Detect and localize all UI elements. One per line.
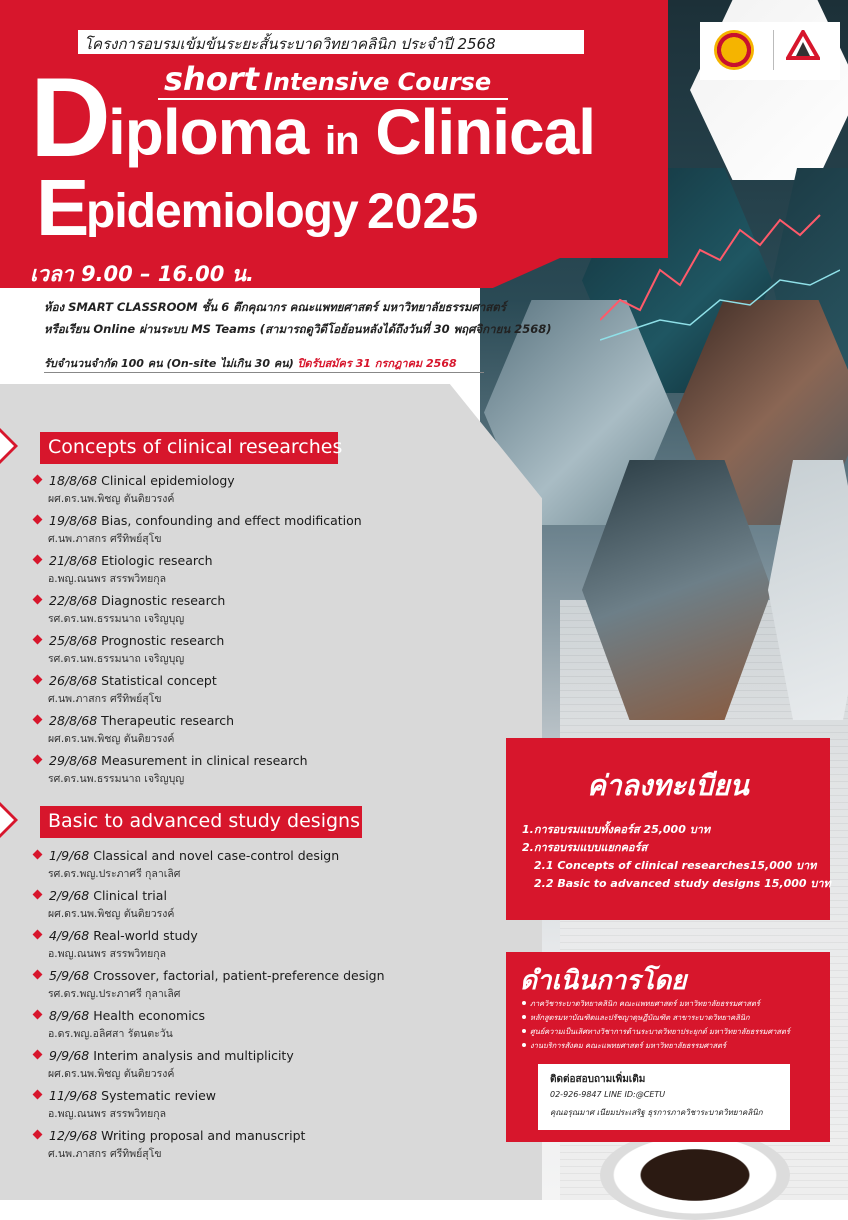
contact-box <box>538 1064 790 1130</box>
schedule-item <box>32 753 492 787</box>
diamond-bullet-icon <box>33 715 43 725</box>
session-date: 29/8/68 <box>49 753 98 768</box>
session-topic: Bias, confounding and effect modification <box>101 513 362 528</box>
session-lecturer: อ.ดร.พญ.อลิศสา รัตนตะวัน <box>48 1028 173 1040</box>
diamond-bullet-icon <box>33 475 43 485</box>
organizer-item: ภาควิชาระบาดวิทยาคลินิก คณะแพทยศาสตร์ มหาวิทยาลัยธรรมศาสตร์ <box>522 998 760 1010</box>
registration-box <box>506 738 830 920</box>
bullet-icon <box>522 1001 526 1005</box>
session-date: 18/8/68 <box>49 473 98 488</box>
session-date: 26/8/68 <box>49 673 98 688</box>
bullet-icon <box>522 1015 526 1019</box>
session-date: 9/9/68 <box>49 1048 90 1063</box>
session-topic: Statistical concept <box>101 673 217 688</box>
diamond-bullet-icon <box>33 635 43 645</box>
diamond-bullet-icon <box>33 755 43 765</box>
session-lecturer: ศ.นพ.ภาสกร ศรีทิพย์สุโข <box>48 693 162 705</box>
contact-phone: 02-926-9847 LINE ID:@CETU <box>550 1090 666 1099</box>
title-year: 2025 <box>367 183 479 239</box>
diamond-bullet-icon <box>33 1010 43 1020</box>
schedule-row <box>32 513 492 528</box>
diamond-bullet-icon <box>33 890 43 900</box>
diamond-bullet-icon <box>33 1130 43 1140</box>
schedule-item <box>32 848 492 882</box>
title-iploma: iploma <box>108 96 309 168</box>
schedule-item <box>32 1008 492 1042</box>
section1-arrow-inner-icon <box>0 432 14 460</box>
session-lecturer: ผศ.ดร.นพ.พิชญ ตันติยวรงค์ <box>48 908 175 920</box>
session-lecturer: รศ.ดร.พญ.ประภาศรี กุลาเลิศ <box>48 988 181 1000</box>
registration-line2: 2.การอบรมแบบแยกคอร์ส <box>522 841 648 854</box>
section1-title: Concepts of clinical researches <box>40 432 338 464</box>
venue-line: ห้อง SMART CLASSROOM ชั้น 6 ตึกคุณากร คณะแพทยศาสตร์ มหาวิทยาลัยธรรมศาสตร์ <box>44 300 506 314</box>
schedule-item <box>32 593 492 627</box>
session-topic: Interim analysis and multiplicity <box>93 1048 294 1063</box>
schedule-item <box>32 713 492 747</box>
diamond-bullet-icon <box>33 515 43 525</box>
schedule-item <box>32 968 492 1002</box>
contact-title: ติดต่อสอบถามเพิ่มเติม <box>550 1074 646 1085</box>
schedule-item <box>32 1128 492 1162</box>
session-lecturer: รศ.ดร.นพ.ธรรมนาถ เจริญบุญ <box>48 773 185 785</box>
title-line1 <box>108 96 595 168</box>
session-topic: Systematic review <box>101 1088 217 1103</box>
session-date: 1/9/68 <box>49 848 90 863</box>
schedule-row <box>32 888 492 903</box>
session-topic: Therapeutic research <box>101 713 235 728</box>
session-lecturer: อ.พญ.ณนพร สรรพวิทยกุล <box>48 948 167 960</box>
session-topic: Writing proposal and manuscript <box>101 1128 306 1143</box>
schedule-row <box>32 633 492 648</box>
subtitle-text: โครงการอบรมเข้มข้นระยะสั้นระบาดวิทยาคลินิก ประจำปี 2568 <box>84 35 496 53</box>
section2-title: Basic to advanced study designs <box>40 806 362 838</box>
session-date: 28/8/68 <box>49 713 98 728</box>
schedule-row <box>32 1128 492 1143</box>
session-topic: Clinical trial <box>93 888 167 903</box>
schedule-item <box>32 553 492 587</box>
diamond-bullet-icon <box>33 555 43 565</box>
schedule-row <box>32 1048 492 1063</box>
schedule-row <box>32 1088 492 1103</box>
title-initial-d: D <box>30 55 111 180</box>
quota-line <box>44 354 457 372</box>
schedule-item <box>32 888 492 922</box>
schedule-row <box>32 968 492 983</box>
schedule-row <box>32 593 492 608</box>
session-lecturer: ผศ.ดร.นพ.พิชญ ตันติยวรงค์ <box>48 733 175 745</box>
organizer-title: ดำเนินการโดย <box>520 966 687 996</box>
session-date: 19/8/68 <box>49 513 98 528</box>
university-seal-icon <box>714 30 754 70</box>
registration-line4: 2.2 Basic to advanced study designs 15,000 บาท <box>534 877 831 890</box>
diamond-bullet-icon <box>33 930 43 940</box>
session-lecturer: ศ.นพ.ภาสกร ศรีทิพย์สุโข <box>48 533 162 545</box>
session-topic: Measurement in clinical research <box>101 753 308 768</box>
session-date: 11/9/68 <box>49 1088 98 1103</box>
schedule-row <box>32 928 492 943</box>
schedule-item <box>32 1048 492 1082</box>
organizer-item: หลักสูตรมหาบัณฑิตและปรัชญาดุษฎีบัณฑิต สาขาระบาดวิทยาคลินิก <box>522 1012 750 1024</box>
diamond-bullet-icon <box>33 970 43 980</box>
department-logo-icon <box>786 30 820 60</box>
schedule-row <box>32 553 492 568</box>
session-date: 12/9/68 <box>49 1128 98 1143</box>
session-topic: Etiologic research <box>101 553 213 568</box>
session-topic: Crossover, factorial, patient-preference design <box>93 968 385 983</box>
session-lecturer: ผศ.ดร.นพ.พิชญ ตันติยวรงค์ <box>48 493 175 505</box>
quota-text: รับจำนวนจำกัด 100 คน (On-site ไม่เกิน 30 คน) <box>44 357 294 370</box>
coffee-cup <box>600 1130 790 1220</box>
session-date: 4/9/68 <box>49 928 90 943</box>
registration-line3: 2.1 Concepts of clinical researches15,000 บาท <box>534 859 817 872</box>
session-topic: Real-world study <box>93 928 198 943</box>
intensive-course: Intensive Course <box>263 68 492 96</box>
schedule-row <box>32 753 492 768</box>
session-date: 2/9/68 <box>49 888 90 903</box>
schedule-item <box>32 673 492 707</box>
session-date: 22/8/68 <box>49 593 98 608</box>
diamond-bullet-icon <box>33 595 43 605</box>
bullet-icon <box>522 1043 526 1047</box>
title-in: in <box>325 119 359 163</box>
diamond-bullet-icon <box>33 850 43 860</box>
schedule-row <box>32 713 492 728</box>
session-lecturer: ผศ.ดร.นพ.พิชญ ตันติยวรงค์ <box>48 1068 175 1080</box>
bullet-icon <box>522 1029 526 1033</box>
session-lecturer: ศ.นพ.ภาสกร ศรีทิพย์สุโข <box>48 1148 162 1160</box>
class-time: เวลา 9.00 – 16.00 น. <box>30 262 254 286</box>
title-epidemiology: pidemiology <box>86 185 358 238</box>
session-topic: Prognostic research <box>101 633 225 648</box>
schedule-item <box>32 513 492 547</box>
session-topic: Diagnostic research <box>101 593 226 608</box>
organizer-item: งานบริการสังคม คณะแพทยศาสตร์ มหาวิทยาลัยธรรมศาสตร์ <box>522 1040 726 1052</box>
session-lecturer: อ.พญ.ณนพร สรรพวิทยกุล <box>48 573 167 585</box>
session-date: 21/8/68 <box>49 553 98 568</box>
session-topic: Clinical epidemiology <box>101 473 235 488</box>
session-lecturer: รศ.ดร.นพ.ธรรมนาถ เจริญบุญ <box>48 653 185 665</box>
schedule-item <box>32 928 492 962</box>
schedule-row <box>32 1008 492 1023</box>
deadline-text: ปิดรับสมัคร 31 กรกฎาคม 2568 <box>297 357 457 370</box>
session-topic: Health economics <box>93 1008 206 1023</box>
section2-arrow-inner-icon <box>0 806 14 834</box>
schedule-item <box>32 1088 492 1122</box>
diamond-bullet-icon <box>33 1050 43 1060</box>
session-date: 25/8/68 <box>49 633 98 648</box>
organizer-item: ศูนย์ความเป็นเลิศทางวิชาการด้านระบาดวิทยาประยุกต์ มหาวิทยาลัยธรรมศาสตร์ <box>522 1026 790 1038</box>
contact-person: คุณอรุณมาศ เนียมประเสริฐ ธุรการภาควิชาระบาดวิทยาคลินิก <box>550 1108 763 1117</box>
schedule-item <box>32 473 492 507</box>
session-lecturer: รศ.ดร.นพ.ธรรมนาถ เจริญบุญ <box>48 613 185 625</box>
short-word: short <box>164 60 259 98</box>
logo-divider <box>773 30 774 70</box>
online-line: หรือเรียน Online ผ่านระบบ MS Teams (สามารถดูวิดีโอย้อนหลังได้ถึงวันที่ 30 พฤศจิกายน 2568) <box>44 322 552 336</box>
schedule-row <box>32 473 492 488</box>
schedule-row <box>32 848 492 863</box>
course-type <box>164 60 491 98</box>
session-lecturer: รศ.ดร.พญ.ประภาศรี กุลาเลิศ <box>48 868 181 880</box>
session-date: 5/9/68 <box>49 968 90 983</box>
session-date: 8/9/68 <box>49 1008 90 1023</box>
schedule-row <box>32 673 492 688</box>
title-clinical: Clinical <box>375 96 595 168</box>
quota-underline <box>44 372 484 373</box>
registration-line1: 1.การอบรมแบบทั้งคอร์ส 25,000 บาท <box>522 823 711 836</box>
diamond-bullet-icon <box>33 675 43 685</box>
session-lecturer: อ.พญ.ณนพร สรรพวิทยกุล <box>48 1108 167 1120</box>
diamond-bullet-icon <box>33 1090 43 1100</box>
title-initial-e: E <box>36 163 90 252</box>
session-topic: Classical and novel case-control design <box>93 848 340 863</box>
registration-title: ค่าลงทะเบียน <box>587 769 749 802</box>
schedule-item <box>32 633 492 667</box>
